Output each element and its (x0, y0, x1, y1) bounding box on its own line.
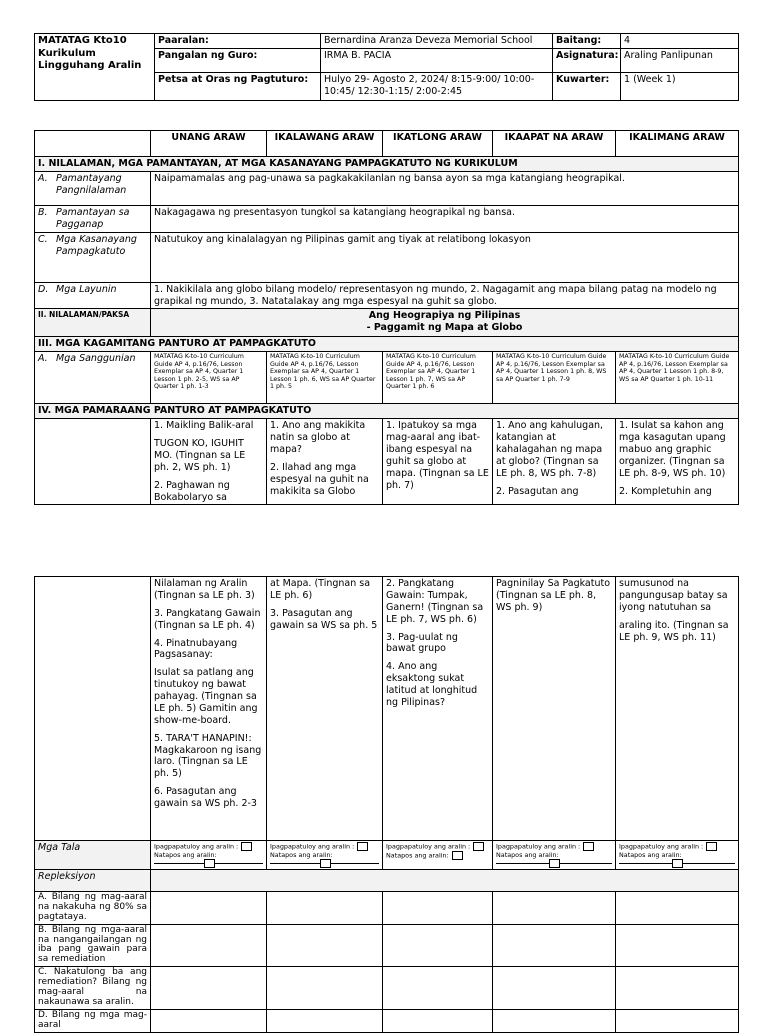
natapos-checkbox[interactable] (204, 859, 215, 868)
kuwarter-value: 1 (Week 1) (621, 73, 739, 101)
pamaraan-cont-day-2: at Mapa. (Tingnan sa LE ph. 6) 3. Pasagutan ang gawain sa WS sa ph. 5 (267, 577, 383, 841)
natapos-checkbox[interactable] (320, 859, 331, 868)
natapos-checkbox[interactable] (452, 851, 463, 860)
baitang-label: Baitang: (553, 34, 621, 49)
day-header-1: UNANG ARAW (151, 131, 267, 157)
repleksiyon-b: B. Bilang ng mga-aaral na nangangailangan ng iba pang gawain para sa remediation (35, 924, 151, 967)
section-2-title: II. NILALAMAN/PAKSA (35, 309, 151, 337)
sanggunian-day-4: MATATAG K-to-10 Curriculum Guide AP 4, p.16/76, Lesson Exemplar sa AP 4, Quarter 1 Lesson 1 ph. 8, WS sa AP Quarter 1 ph. 7-9 (493, 352, 616, 404)
repleksiyon-d: D. Bilang ng mga mag-aaral (35, 1009, 151, 1032)
kasanayan-text: Natutukoy ang kinalalagyan ng Pilipinas gamit ang tiyak at relatibong lokasyon (151, 232, 739, 282)
day-header-4: IKAAPAT NA ARAW (493, 131, 616, 157)
pamantayang-pangnilalaman-text: Naipamamalas ang pag-unawa sa pagkakakilanlan ng bansa ayon sa mga katangiang heograpikal. (151, 171, 739, 205)
section-1-title: I. NILALAMAN, MGA PAMANTAYAN, AT MGA KASANAYANG PAMPAGKATUTO NG KURIKULUM (35, 157, 739, 172)
sanggunian-day-3: MATATAG K-to-10 Curriculum Guide AP 4, p.16/76, Lesson Exemplar sa AP 4, Quarter 1 Lesson 1 ph. 7, WS sa AP Quarter 1 ph. 6 (383, 352, 493, 404)
baitang-value: 4 (621, 34, 739, 49)
blank-header-cell (35, 131, 151, 157)
pamantayang-pangnilalaman-label: Pamantayang Pangnilalaman (56, 172, 127, 196)
ipagpapatuloy-checkbox[interactable] (473, 842, 484, 851)
day-header-5: IKALIMANG ARAW (616, 131, 739, 157)
guro-label: Pangalan ng Guro: (155, 49, 321, 73)
section-4-title: IV. MGA PAMARAANG PANTURO AT PAMPAGKATUTO (35, 404, 739, 419)
natapos-checkbox[interactable] (672, 859, 683, 868)
pamaraan-day-3: 1. Ipatukoy sa mga mag-aaral ang ibat-ibang espesyal na guhit sa globo at mapa. (Tingnan sa LE ph. 7) (383, 419, 493, 505)
sanggunian-label: Mga Sanggunian (56, 353, 136, 365)
ipagpapatuloy-checkbox[interactable] (357, 842, 368, 851)
repleksiyon-a: A. Bilang ng mag-aaral na nakakuha ng 80% sa pagtataya. (35, 892, 151, 925)
ipagpapatuloy-checkbox[interactable] (706, 842, 717, 851)
day-header-2: IKALAWANG ARAW (267, 131, 383, 157)
pamaraan-cont-day-4: Pagninilay Sa Pagkatuto (Tingnan sa LE ph. 8, WS ph. 9) (493, 577, 616, 841)
tala-day-2: Ipagpapatuloy ang aralin : Natapos ang aralin: (267, 841, 383, 870)
lesson-plan-table-continued (34, 576, 739, 1033)
sanggunian-day-1: MATATAG K-to-10 Curriculum Guide AP 4, p.16/76, Lesson Exemplar sa AP 4, Quarter 1 Lesson 1 ph. 2-5, WS sa AP Quarter 1 ph. 1-3 (151, 352, 267, 404)
pamantayan-pagganap-text: Nakagagawa ng presentasyon tungkol sa katangiang heograpikal ng bansa. (151, 205, 739, 232)
petsa-label: Petsa at Oras ng Pagtuturo: (155, 73, 321, 101)
tala-day-1: Ipagpapatuloy ang aralin : Natapos ang aralin: (151, 841, 267, 870)
lesson-plan-table: UNANG ARAW IKALAWANG ARAW IKATLONG ARAW IKAAPAT NA ARAW IKALIMANG ARAW I. NILALAMAN, MGA PAMANTAYAN, AT MGA KASANAYANG PAMPAGKATUTO NG KURIKULUM A. Pamantayang Pangnilalaman Naipamamalas ang pag-unawa sa pagkakakilanlan ng bansa ayon sa mga katangiang heograpikal. B. Pamantayan sa Pagganap Nakagagawa ng presentasyon tungkol sa katangiang heograpikal ng bansa. C. Mga Kasanayang Pampagkatuto Natutukoy ang kinalalagyan ng Pilipinas gamit ang tiyak at relatibong lokasyon D. Mga Layunin 1. Nakikilala ang globo bilang modelo/ representasyon ng mundo, 2. Nagagamit ang mapa bilang patag na modelo ng grapikal ng mundo, 3. Natatalakay ang mga espesyal na guhit sa globo. II. NILALAMAN/PAKSA Ang Heograpiya ng Pilipinas - Paggamit ng Mapa at Globo III. MGA KAGAMITANG PANTURO AT PAMPAGKATUTO A. Mga Sanggunian MATATAG K-to-10 Curriculum Guide AP 4, p.16/76, Lesson Exemplar sa AP 4, Quarter 1 Lesson 1 ph. 2-5, WS sa AP Quarter 1 ph. 1-3 MATATAG K-to-10 Curriculum Guide AP 4, p.16/76, Lesson Exemplar sa AP 4, Quarter 1 Lesson 1 ph. 6, WS sa AP Quarter 1 ph. 5 MATATAG K-to-10 Curriculum Guide AP 4, p.16/76, Lesson Exemplar sa AP 4, Quarter 1 Lesson 1 ph. 7, WS sa AP Quarter 1 ph. 6 MATATAG K-to-10 Curriculum Guide AP 4, p.16/76, Lesson Exemplar sa AP 4, Quarter 1 Lesson 1 ph. 8, WS sa AP Quarter 1 ph. 7-9 MATATAG K-to-10 Curriculum Guide AP 4, p.16/76, Lesson Exemplar sa AP 4, Quarter 1 Lesson 1 ph. 8-9, WS sa AP Quarter 1 ph. 10-11 IV. MGA PAMARAANG PANTURO AT PAMPAGKATUTO 1. Maikling Balik-aral TUGON KO, IGUHIT MO. (Tingnan sa LE ph. 2, WS ph. 1) 2. Paghawan ng Bokabolaryo sa 1. Ano ang makikita natin sa globo at mapa? 2. Ilahad ang mga espesyal na guhit na makikita sa Globo 1. Ipatukoy sa mga mag-aaral ang ibat-ibang espesyal na guhit sa globo at mapa. (Tingnan sa LE ph. 7) 1. Ano ang kahulugan, katangian at kahalagahan ng mapa at globo? (Tingnan sa LE ph. 8, WS ph. 7-8) 2. Pasagutan ang 1. Isulat sa kahon ang mga kasagutan upang mabuo ang graphic organizer. (Tingnan sa LE ph. 8-9, WS ph. 10) 2. Kompletuhin ang (34, 130, 739, 505)
layunin-label: Mga Layunin (56, 283, 117, 295)
kuwarter-label: Kuwarter: (553, 73, 621, 101)
asignatura-value: Araling Panlipunan (621, 49, 739, 73)
repleksiyon-c: C. Nakatulong ba ang remediation? Bilang ng mag-aaral na nakaunawa sa aralin. (35, 967, 151, 1010)
paksa-subtitle: - Paggamit ng Mapa at Globo (366, 322, 523, 334)
paaralan-value: Bernardina Aranza Deveza Memorial School (321, 34, 553, 49)
pamantayan-pagganap-label: Pamantayan sa Pagganap (56, 206, 130, 230)
sanggunian-day-2: MATATAG K-to-10 Curriculum Guide AP 4, p.16/76, Lesson Exemplar sa AP 4, Quarter 1 Lesson 1 ph. 6, WS sa AP Quarter 1 ph. 5 (267, 352, 383, 404)
tala-day-3: Ipagpapatuloy ang aralin : Natapos ang aralin: (383, 841, 493, 870)
repleksiyon-label: Repleksiyon (35, 870, 151, 892)
layunin-text: 1. Nakikilala ang globo bilang modelo/ representasyon ng mundo, 2. Nagagamit ang mapa bilang patag na modelo ng grapikal ng mundo, 3. Natatalakay ang mga espesyal na guhit sa globo. (151, 282, 739, 309)
ipagpapatuloy-checkbox[interactable] (583, 842, 594, 851)
header-table (34, 33, 739, 101)
pamaraan-day-2: 1. Ano ang makikita natin sa globo at mapa? 2. Ilahad ang mga espesyal na guhit na makikita sa Globo (267, 419, 383, 505)
tala-day-5: Ipagpapatuloy ang aralin : Natapos ang aralin: (616, 841, 739, 870)
day-header-3: IKATLONG ARAW (383, 131, 493, 157)
pamaraan-day-1: 1. Maikling Balik-aral TUGON KO, IGUHIT MO. (Tingnan sa LE ph. 2, WS ph. 1) 2. Paghawan ng Bokabolaryo sa (151, 419, 267, 505)
pamaraan-cont-day-1: Nilalaman ng Aralin (Tingnan sa LE ph. 3) 3. Pangkatang Gawain (Tingnan sa LE ph. 4) 4. Pinatnubayang Pagsasanay: Isulat sa patlang ang tinutukoy ng bawat pahayag. (Tingnan sa LE ph. 5) Gamitin ang show-me-board. 5. TARA'T HANAPIN!: Magkakaroon ng isang laro. (Tingnan sa LE ph. 5) 6. Pasagutan ang gawain sa WS ph. 2-3 (151, 577, 267, 841)
sanggunian-day-5: MATATAG K-to-10 Curriculum Guide AP 4, p.16/76, Lesson Exemplar sa AP 4, Quarter 1 Lesson 1 ph. 8-9, WS sa AP Quarter 1 ph. 10-11 (616, 352, 739, 404)
paaralan-label: Paaralan: (155, 34, 321, 49)
mga-tala-label: Mga Tala (35, 841, 151, 870)
ipagpapatuloy-checkbox[interactable] (241, 842, 252, 851)
pamaraan-cont-day-3: 2. Pangkatang Gawain: Tumpak, Ganern! (Tingnan sa LE ph. 7, WS ph. 6) 3. Pag-uulat ng bawat grupo 4. Ano ang eksaktong sukat latitud at longhitud ng Pilipinas? (383, 577, 493, 841)
pamaraan-day-5: 1. Isulat sa kahon ang mga kasagutan upang mabuo ang graphic organizer. (Tingnan sa LE ph. 8-9, WS ph. 10) 2. Kompletuhin ang (616, 419, 739, 505)
pamaraan-day-4: 1. Ano ang kahulugan, katangian at kahalagahan ng mapa at globo? (Tingnan sa LE ph. 8, WS ph. 7-8) 2. Pasagutan ang (493, 419, 616, 505)
pamaraan-cont-day-5: sumusunod na pangungusap batay sa iyong natutuhan sa araling ito. (Tingnan sa LE ph. 9, WS ph. 11) (616, 577, 739, 841)
petsa-value: Hulyo 29- Agosto 2, 2024/ 8:15-9:00/ 10:00-10:45/ 12:30-1:15/ 2:00-2:45 (321, 73, 553, 101)
guro-value: IRMA B. PACIA (321, 49, 553, 73)
natapos-checkbox[interactable] (549, 859, 560, 868)
asignatura-label: Asignatura: (553, 49, 621, 73)
tala-day-4: Ipagpapatuloy ang aralin : Natapos ang aralin: (493, 841, 616, 870)
section-3-title: III. MGA KAGAMITANG PANTURO AT PAMPAGKATUTO (35, 337, 739, 352)
paksa-title: Ang Heograpiya ng Pilipinas (368, 310, 521, 322)
document-title: MATATAG Kto10 Kurikulum Lingguhang Aralin (35, 34, 155, 101)
kasanayan-label: Mga Kasanayang Pampagkatuto (56, 233, 137, 257)
